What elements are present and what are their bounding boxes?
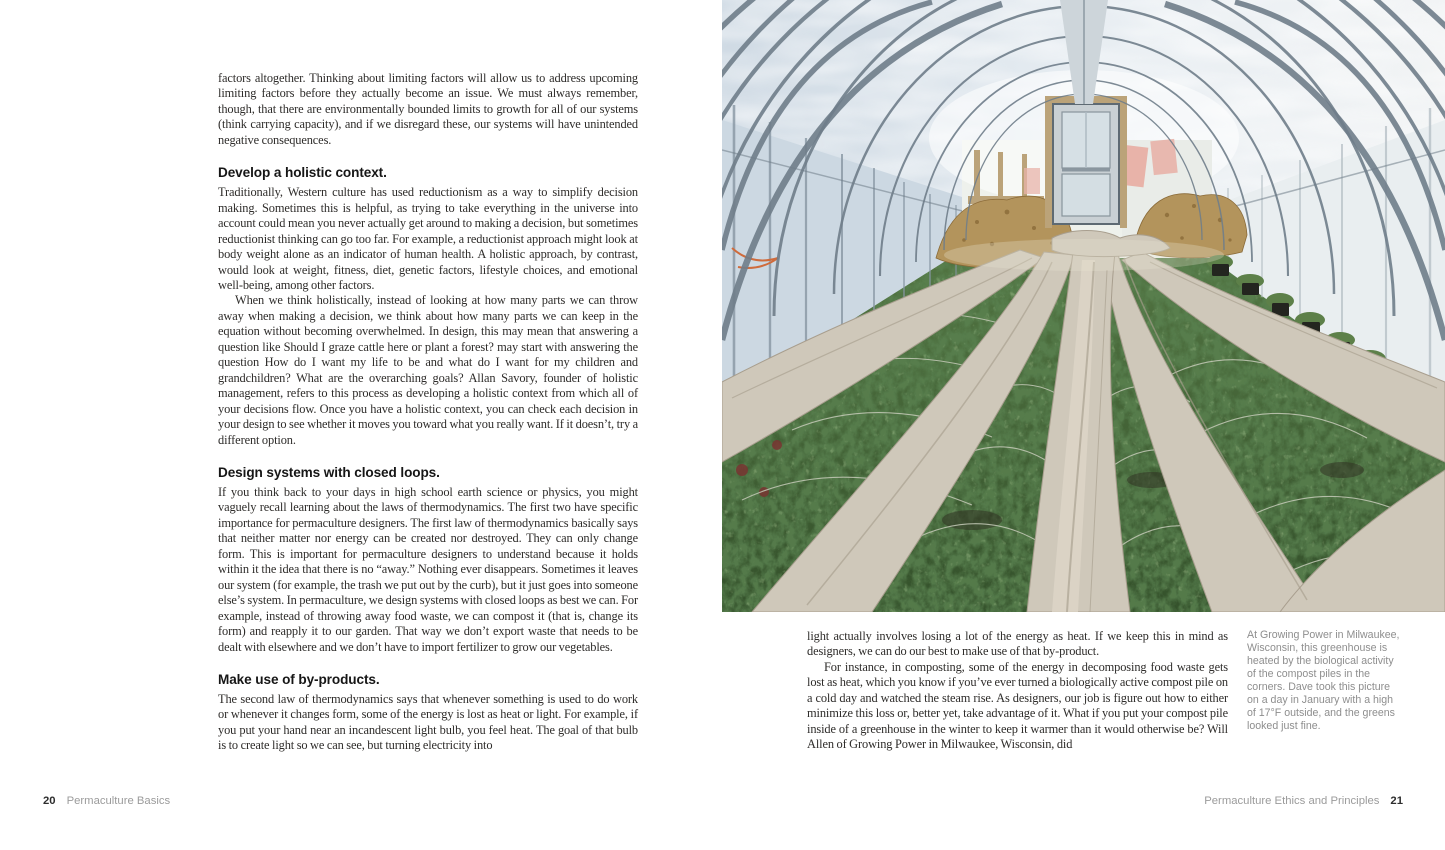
body-paragraph: The second law of thermodynamics says that whenever something is used to do work or whenever it changes form, some of the energy is lost as heat or light. For example, if you put your hand near an incandescent light bulb, you feel heat. The goal of that bulb is to create light so we can see, but turning electricity into xyxy=(218,691,638,753)
right-page-footer xyxy=(1204,795,1403,808)
photo-caption: At Growing Power in Milwaukee, Wisconsin, this greenhouse is heated by the biological activity of the compost piles in the corners. Dave took this picture on a day in January with a high of 17°F outside, and the greens looked just fine. xyxy=(1247,629,1400,732)
storm-door xyxy=(1045,96,1127,228)
section-heading-design-closed-loops: Design systems with closed loops. xyxy=(218,464,440,480)
left-page-text-column xyxy=(218,71,638,754)
left-page-footer xyxy=(43,795,170,808)
section-heading-develop-holistic-context: Develop a holistic context. xyxy=(218,165,387,181)
body-paragraph: If you think back to your days in high school earth science or physics, you might vaguely recall learning about the laws of thermodynamics. The first two have specific importance for permaculture designers. The first law of thermodynamics basically says that neither matter nor energy can be created nor destroyed. They can only change form. This is important for permaculture designers to understand because it holds within it the idea that there is no “away.” Nothing ever disappears. Sometimes it leaves our system (for example, the trash we put out by the curb), but it just goes into someone else’s system. In permaculture, we design systems with closed loops as best we can. For example, instead of throwing away food waste, we can compost it (that is, change its form) and reapply it to our garden. That way we don’t export waste that needs to be dealt with elsewhere and we don’t have to import fertilizer to grow our vegetables. xyxy=(218,484,638,654)
section-heading-make-use-of-by-products: Make use of by-products. xyxy=(218,671,380,687)
right-page-text-column xyxy=(807,629,1228,753)
left-page-number: 20 xyxy=(43,795,56,807)
body-paragraph: Traditionally, Western culture has used reductionism as a way to simplify decision making. Sometimes this is helpful, as trying to take everything in the universe into account could mean you never actually get around to making a decision, but sometimes reductionist thinking can go too far. For example, a reductionist approach might look at body weight alone as an indicator of human health. A holistic approach, by contrast, would look at weight, fitness, diet, genetic factors, lifestyle choices, and emotional well-being, among other factors. xyxy=(218,185,638,292)
greenhouse-photo xyxy=(722,0,1445,612)
right-page-number: 21 xyxy=(1390,795,1403,807)
body-paragraph: light actually involves losing a lot of the energy as heat. If we keep this in mind as designers, we can do our best to make use of that by-product. xyxy=(807,629,1228,659)
greenhouse-photo-illustration xyxy=(722,0,1445,612)
body-paragraph: For instance, in composting, some of the energy in decomposing food waste gets lost as heat, which you know if you’ve ever turned a biologically active compost pile on a cold day and watched the steam rise. As designers, our job is figure out how to either minimize this loss or, better yet, take advantage of it. What if you put your compost pile inside of a greenhouse in the winter to keep it warmer than it would otherwise be? Will Allen of Growing Power in Milwaukee, Wisconsin, did xyxy=(807,659,1228,752)
right-running-title: Permaculture Ethics and Principles xyxy=(1204,795,1380,807)
body-paragraph: factors altogether. Thinking about limiting factors will allow us to address upcoming limiting factors before they actually become an issue. We must always remember, though, that there are environmentally bounded limits to growth for all of our systems (think carrying capacity), and if we disregard these, our systems will have unintended negative consequences. xyxy=(218,71,638,147)
left-running-title: Permaculture Basics xyxy=(66,795,171,807)
body-paragraph: When we think holistically, instead of looking at how many parts we can throw away when making a decision, we think about how many parts we can keep in the equation without becoming overwhelmed. In design, this may mean that answering a question like Should I graze cattle here or plant a forest? may start with answering the question How do I want my life to be and what do I want for my children and grandchildren? What are the overarching goals? Allan Savory, founder of holistic management, refers to this process as developing a holistic context from which all of your decisions flow. Once you have a holistic context, you can check each decision in your design to see whether it moves you toward what you really want. If it doesn’t, try a different option. xyxy=(218,293,638,447)
